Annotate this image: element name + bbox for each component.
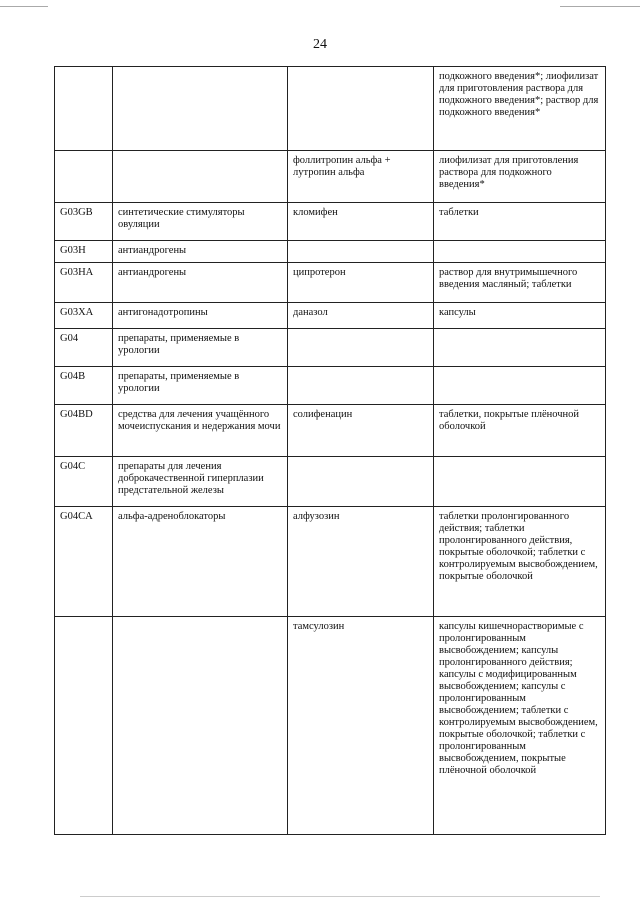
dosage-form-cell: таблетки пролонгированного действия; таблетки пролонгированного действия, покрытые оболочкой; таблетки с контролируемым высвобождением, покрытые оболочкой bbox=[434, 507, 606, 617]
group-name-cell bbox=[113, 617, 288, 835]
page-number: 24 bbox=[313, 37, 327, 52]
atc-code-cell: G04CA bbox=[55, 507, 113, 617]
dosage-form-cell bbox=[434, 329, 606, 367]
dosage-form-cell bbox=[434, 457, 606, 507]
atc-code-cell: G03H bbox=[55, 241, 113, 263]
atc-code-cell: G04BD bbox=[55, 405, 113, 457]
group-name-cell: препараты, применяемые в урологии bbox=[113, 367, 288, 405]
dosage-form-cell bbox=[434, 241, 606, 263]
atc-code-cell bbox=[55, 617, 113, 835]
group-name-cell: средства для лечения учащённого мочеиспускания и недержания мочи bbox=[113, 405, 288, 457]
dosage-form-cell: таблетки bbox=[434, 203, 606, 241]
atc-code-cell: G04C bbox=[55, 457, 113, 507]
atc-code-cell: G04B bbox=[55, 367, 113, 405]
table-row bbox=[55, 329, 606, 367]
atc-code-cell: G04 bbox=[55, 329, 113, 367]
table-row bbox=[55, 617, 606, 835]
group-name-cell bbox=[113, 67, 288, 151]
group-name-cell bbox=[113, 151, 288, 203]
dosage-form-cell: подкожного введения*; лиофилизат для приготовления раствора для подкожного введения*; раствор для подкожного введения* bbox=[434, 67, 606, 151]
table-row bbox=[55, 203, 606, 241]
drug-name-cell: фоллитропин альфа + лутропин альфа bbox=[288, 151, 434, 203]
group-name-cell: препараты для лечения доброкачественной гиперплазии предстательной железы bbox=[113, 457, 288, 507]
drug-name-cell: ципротерон bbox=[288, 263, 434, 303]
drug-name-cell bbox=[288, 241, 434, 263]
scan-edge-mark bbox=[80, 896, 600, 897]
atc-code-cell: G03XA bbox=[55, 303, 113, 329]
group-name-cell: антиандрогены bbox=[113, 263, 288, 303]
atc-code-cell bbox=[55, 151, 113, 203]
table-row bbox=[55, 151, 606, 203]
drug-name-cell: тамсулозин bbox=[288, 617, 434, 835]
table-row bbox=[55, 405, 606, 457]
dosage-form-cell: капсулы кишечнорастворимые с пролонгированным высвобождением; капсулы пролонгированного действия; капсулы с модифицированным высвобождением; капсулы с пролонгированным высвобождением; таблетки с контролируемым высвобождением, покрытые оболочкой; таблетки с пролонгированным высвобождением, покрытые плёночной оболочкой bbox=[434, 617, 606, 835]
table-row bbox=[55, 67, 606, 151]
group-name-cell: антиандрогены bbox=[113, 241, 288, 263]
atc-code-cell: G03HA bbox=[55, 263, 113, 303]
drug-name-cell: солифенацин bbox=[288, 405, 434, 457]
scan-edge-mark bbox=[0, 6, 48, 7]
drug-name-cell: даназол bbox=[288, 303, 434, 329]
table-row bbox=[55, 367, 606, 405]
atc-code-cell bbox=[55, 67, 113, 151]
drug-name-cell bbox=[288, 67, 434, 151]
group-name-cell: альфа-адреноблокаторы bbox=[113, 507, 288, 617]
dosage-form-cell: лиофилизат для приготовления раствора для подкожного введения* bbox=[434, 151, 606, 203]
atc-code-cell: G03GB bbox=[55, 203, 113, 241]
group-name-cell: препараты, применяемые в урологии bbox=[113, 329, 288, 367]
dosage-form-cell bbox=[434, 367, 606, 405]
table-row bbox=[55, 303, 606, 329]
drug-name-cell bbox=[288, 329, 434, 367]
table-row bbox=[55, 507, 606, 617]
scan-edge-mark bbox=[560, 6, 640, 7]
group-name-cell: синтетические стимуляторы овуляции bbox=[113, 203, 288, 241]
drug-name-cell: кломифен bbox=[288, 203, 434, 241]
dosage-form-cell: таблетки, покрытые плёночной оболочкой bbox=[434, 405, 606, 457]
table-row bbox=[55, 241, 606, 263]
dosage-form-cell: капсулы bbox=[434, 303, 606, 329]
group-name-cell: антигонадотропины bbox=[113, 303, 288, 329]
table-row bbox=[55, 457, 606, 507]
table-row bbox=[55, 263, 606, 303]
dosage-form-cell: раствор для внутримышечного введения масляный; таблетки bbox=[434, 263, 606, 303]
atc-drug-table bbox=[54, 66, 606, 835]
drug-name-cell bbox=[288, 457, 434, 507]
drug-name-cell bbox=[288, 367, 434, 405]
drug-name-cell: алфузозин bbox=[288, 507, 434, 617]
